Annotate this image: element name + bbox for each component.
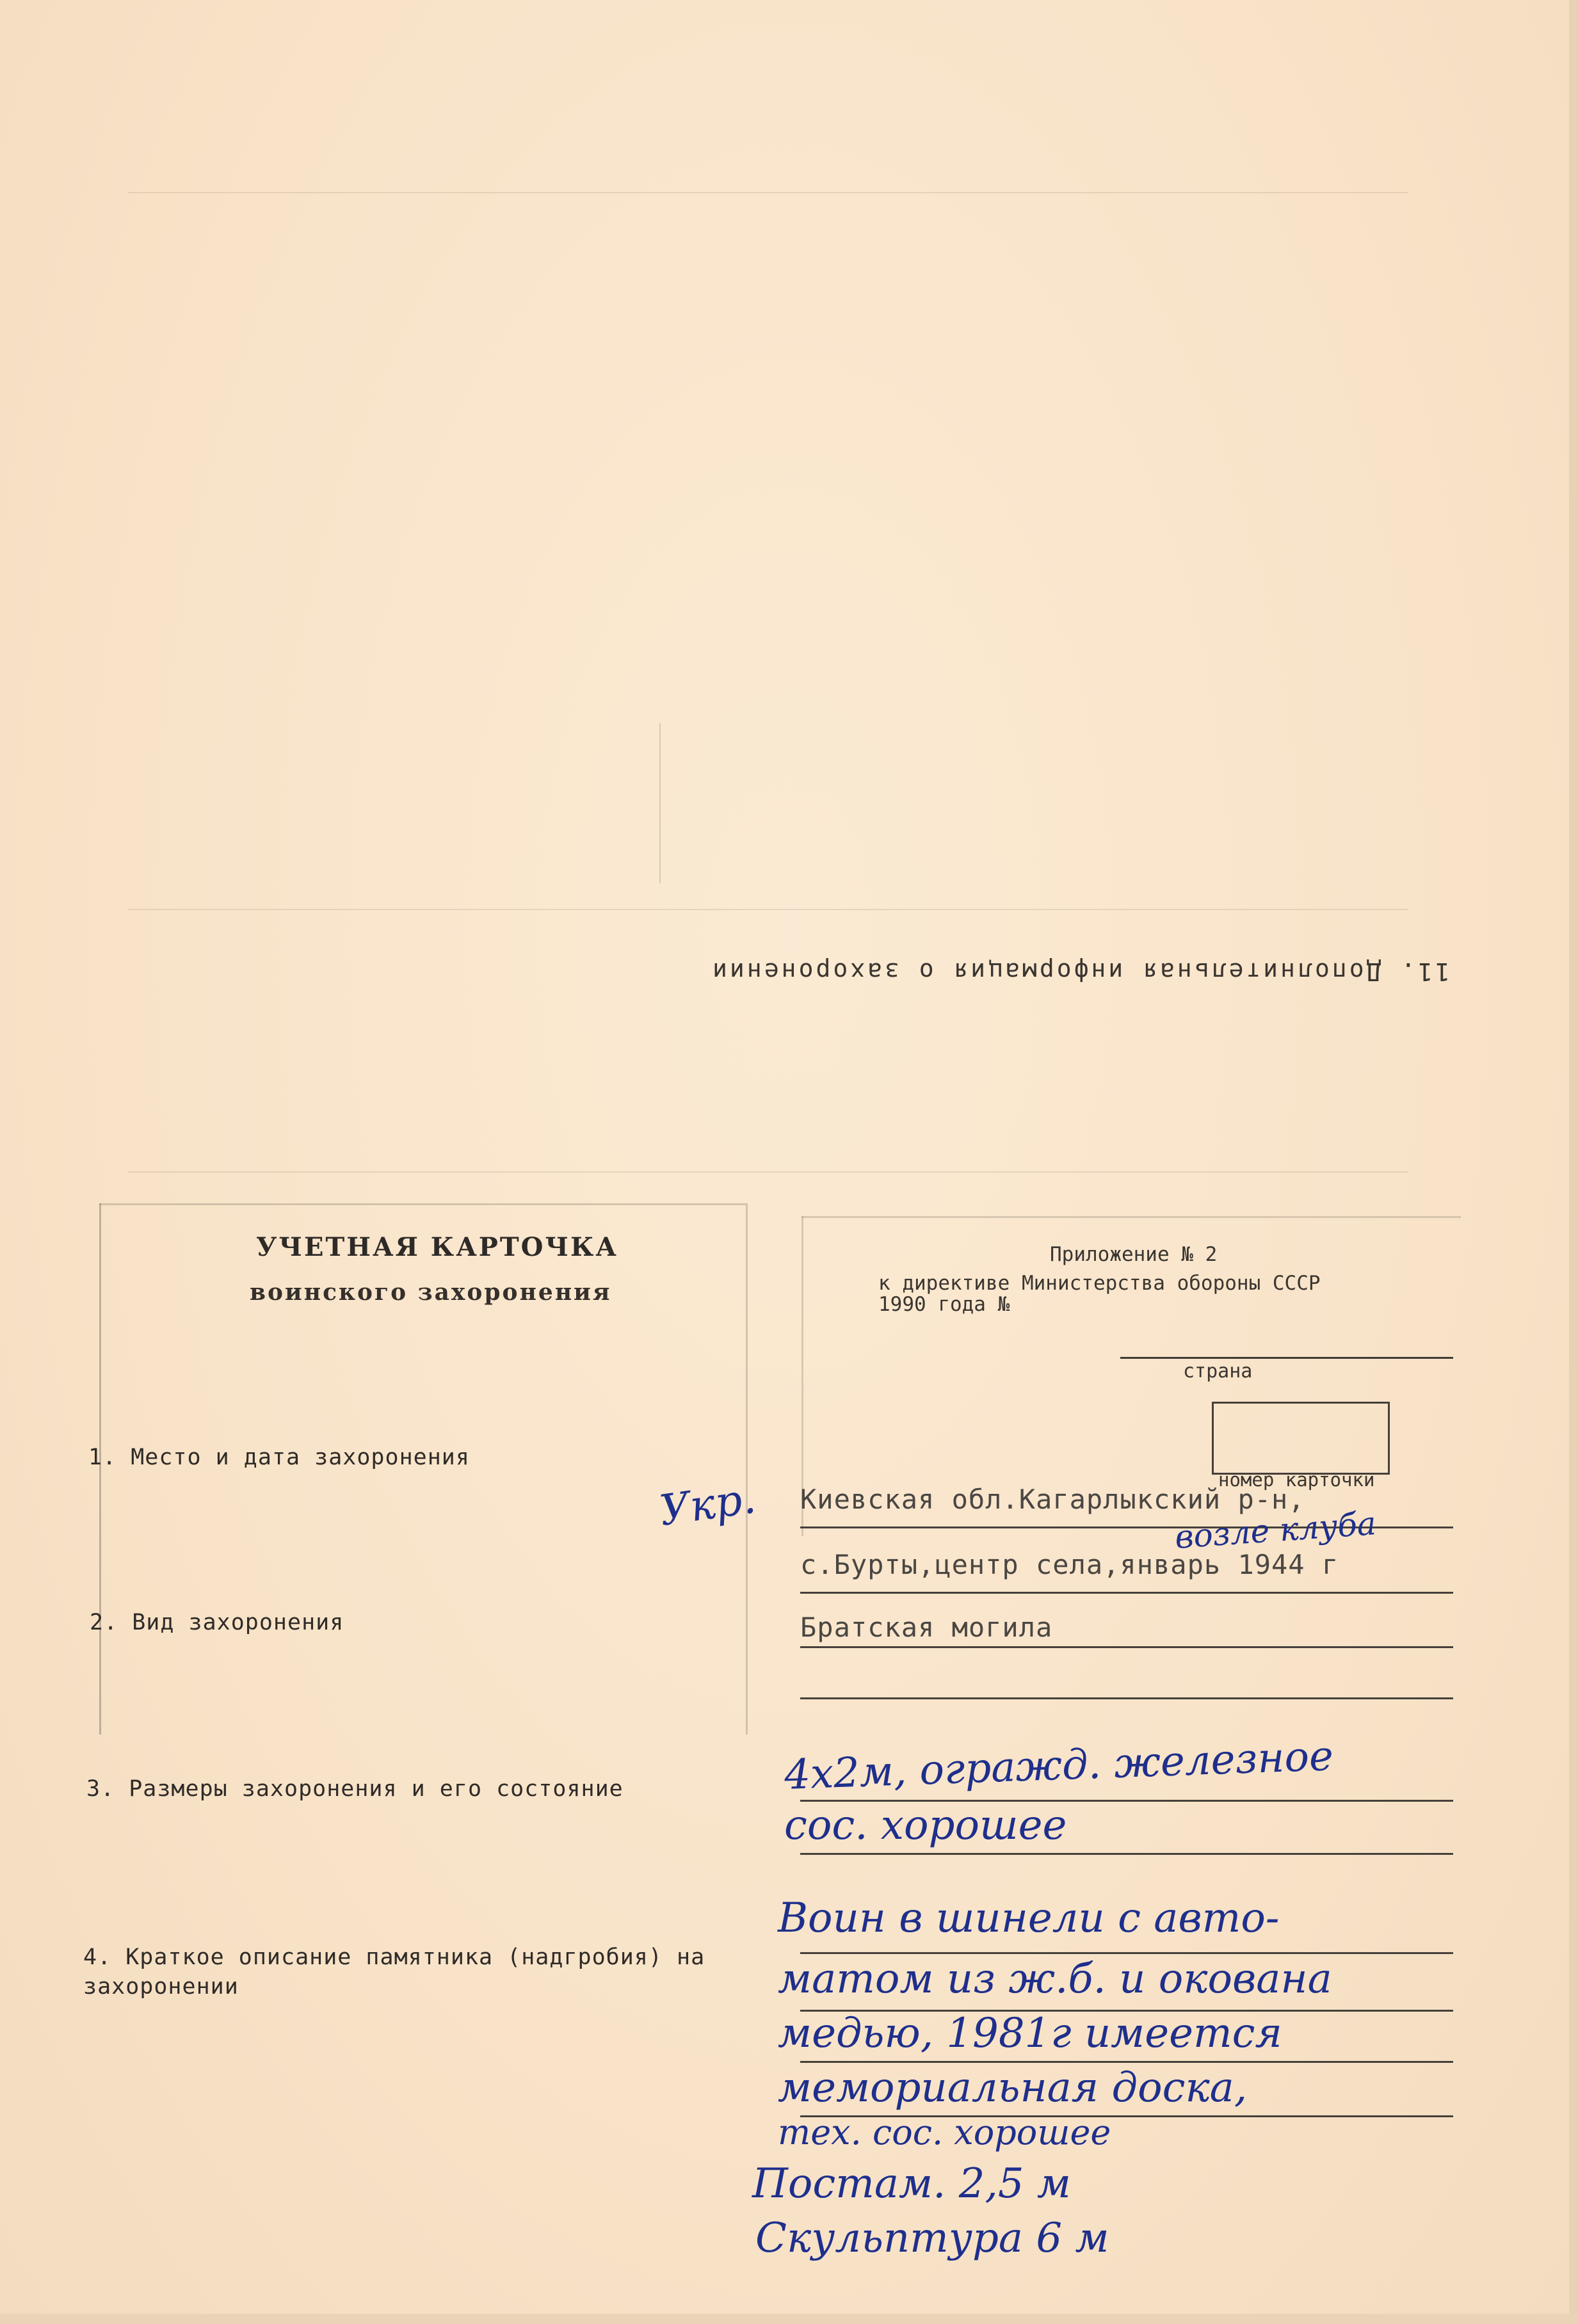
card-frame <box>801 1216 1461 1218</box>
country-label: страна <box>1183 1360 1253 1382</box>
country-field-line <box>1120 1357 1453 1359</box>
field-4-handwritten-line-6: Постам. 2,5 м <box>752 2160 1071 2208</box>
field-1-typed-line-2: с.Бурты,центр села,январь 1944 г <box>800 1549 1339 1580</box>
field-1-rule <box>800 1592 1453 1594</box>
field-4-handwritten-line-4: мемориальная доска, <box>778 2064 1248 2112</box>
field-3-question: 3. Размеры захоронения и его состояние <box>86 1776 624 1802</box>
year-label: 1990 года № <box>878 1293 1010 1316</box>
field-2-rule <box>800 1697 1453 1699</box>
card-subtitle: воинского захоронения <box>250 1279 612 1306</box>
appendix-label: Приложение № 2 <box>1050 1243 1218 1266</box>
card-frame <box>746 1203 748 1735</box>
field-4-handwritten-line-2: матом из ж.б. и окована <box>778 1955 1332 2003</box>
paper-edge-right <box>1569 0 1578 2324</box>
directive-label: к директиве Министерства обороны СССР <box>878 1272 1321 1295</box>
field-4-handwritten-line-7: Скульптура 6 м <box>755 2215 1109 2262</box>
field-2-rule <box>800 1646 1453 1648</box>
card-frame <box>99 1203 746 1205</box>
mirrored-heading: 11. Дополнительная информация о захоронении <box>710 958 1450 986</box>
field-3-handwritten-line-1: 4х2м, огражд. железное <box>783 1733 1335 1799</box>
show-through-line <box>128 909 1408 910</box>
field-1-question: 1. Место и дата захоронения <box>88 1445 470 1470</box>
field-4-handwritten-line-3: медью, 1981г имеется <box>778 2010 1282 2057</box>
paper-edge-bottom <box>0 2314 1578 2324</box>
card-number-label: номер карточки <box>1218 1469 1375 1491</box>
field-4-rule <box>800 2061 1453 2063</box>
field-2-typed-line-1: Братская могила <box>800 1612 1053 1643</box>
show-through-line <box>128 1171 1408 1173</box>
field-1-handwritten-insert: возле клуба <box>1173 1505 1378 1556</box>
field-1-typed-line-1: Киевская обл.Кагарлыкский р-н, <box>800 1484 1305 1515</box>
show-through-line <box>128 192 1408 193</box>
field-2-question: 2. Вид захоронения <box>90 1610 344 1635</box>
field-1-handwritten-prefix: Укр. <box>656 1473 759 1536</box>
card-title: УЧЕТНАЯ КАРТОЧКА <box>256 1232 618 1262</box>
fold-mark <box>659 723 661 883</box>
field-3-rule <box>800 1853 1453 1855</box>
card-number-box <box>1212 1402 1390 1475</box>
field-4-rule <box>800 1952 1453 1954</box>
field-4-question: 4. Краткое описание памятника (надгробия) на захоронении <box>83 1944 705 1999</box>
field-4-handwritten-line-1: Воин в шинели с авто- <box>778 1895 1280 1942</box>
field-4-handwritten-line-5: тех. сос. хорошее <box>778 2112 1111 2152</box>
field-3-handwritten-line-2: сос. хорошее <box>784 1802 1067 1849</box>
